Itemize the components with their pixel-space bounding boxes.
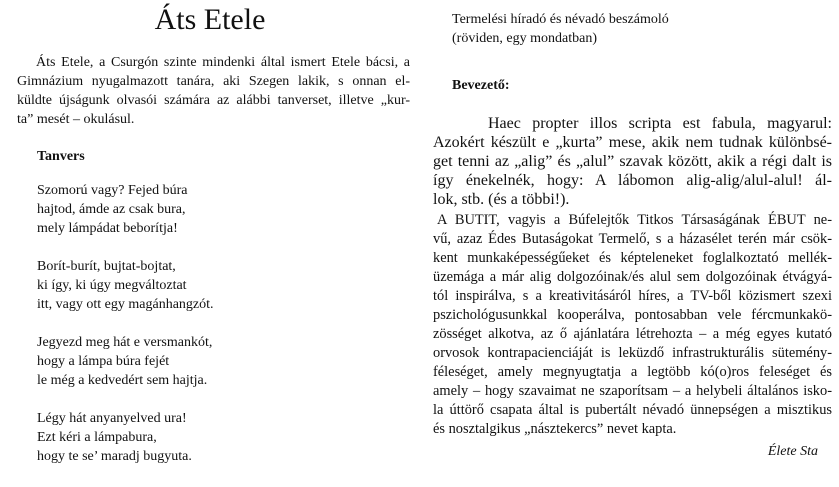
subtitle-line: (röviden, egy mondatban) — [452, 31, 598, 46]
text-line: Áts Etele, a Csurgón szinte mindenki által ismert Etele bácsi, a — [36, 55, 410, 70]
poem-line: hajtod, ámde az csak bura, — [37, 202, 186, 217]
text-line: pszichológusunkkal kooperálva, pontosabban vele fércmunkakö- — [433, 307, 832, 323]
poem-line: itt, vagy ott egy magánhangzót. — [37, 297, 214, 312]
text-line: Gimnázium nyugalmazott tanára, aki Szegen lakik, s onnan el- — [17, 74, 410, 89]
text-line: amely – hogy szavaimat ne szaporítsam – a helybeli általános isko- — [433, 383, 832, 399]
poem-line: hogy te se’ maradj bugyuta. — [37, 449, 192, 464]
text-line: Azokért készült e „kurta” mese, akik nem tudnak különbsé- — [433, 134, 832, 151]
poem-line: Ezt kéri a lámpabura, — [37, 430, 157, 445]
text-line: get tenni az „alig” és „alul” szavak között, akik a régi dalt is — [433, 153, 832, 170]
text-line: és nosztalgikus „násztekercs” nevet kapta. — [433, 421, 677, 437]
text-line: A BUTIT, vagyis a Búfelejtők Titkos Társaságának ÉBUT ne- — [437, 212, 832, 228]
text-line: Haec propter illos scripta est fabula, magyarul: — [488, 115, 832, 132]
text-line: üzemága a már alig dolgozóinak/és alul sem dolgozóinak étvágyá- — [433, 269, 832, 285]
poem-line: le még a kedvedért sem hajtja. — [37, 373, 208, 388]
poem-line: mely lámpádat beborítja! — [37, 221, 178, 236]
text-line: ta” mesét – okulásul. — [17, 112, 135, 127]
text-line: féleséget, amely megnyugtatja a legtöbb kó(o)ros feleséget és — [433, 364, 832, 380]
article-title: Áts Etele — [154, 3, 266, 36]
text-line: tól inspirálva, s a kreativitásáról híres, a TV-ből közismert szexi — [433, 288, 832, 304]
subtitle-line: Termelési híradó és névadó beszámoló — [452, 12, 669, 27]
poem-line: Szomorú vagy? Fejed búra — [37, 183, 188, 198]
poem-line: Borít-burít, bujtat-bojtat, — [37, 259, 176, 274]
poem-line: ki így, ki úgy megváltoztat — [37, 278, 187, 293]
text-line: vű, azaz Édes Butaságokat Termelő, s a házasélet terén már csök- — [433, 231, 832, 247]
poem-line: Jegyezd meg hát e versmankót, — [37, 335, 213, 350]
text-line: küldte újságunk olvasói számára az alábbi tanverset, illetve „kur- — [17, 93, 410, 108]
text-line: lok, stb. (és a többi!). — [433, 191, 570, 208]
poem-line: Légy hát anyanyelved ura! — [37, 411, 187, 426]
text-line: kent munkaképességűeket és képteleneket foglalkoztató mellék- — [433, 250, 832, 266]
text-line: így énekelnék, hogy: A lábomon alig-alig/alul-alul! ál- — [433, 172, 832, 189]
poem-heading: Tanvers — [37, 149, 85, 164]
text-line: zösséget alkotva, az ő ajánlatára létrehozta – a még egyes kutató — [433, 326, 832, 342]
poem-line: hogy a lámpa búra fejét — [37, 354, 170, 369]
text-line: orvosok kontrapacienciáját is leküzdő infrastrukturális sütemény- — [433, 345, 832, 361]
text-line: la úttörő csapata által is pubertált névadó ünnepségen a misztikus — [433, 402, 832, 418]
signature: Élete Sta — [767, 444, 818, 459]
intro-heading: Bevezető: — [452, 78, 510, 93]
